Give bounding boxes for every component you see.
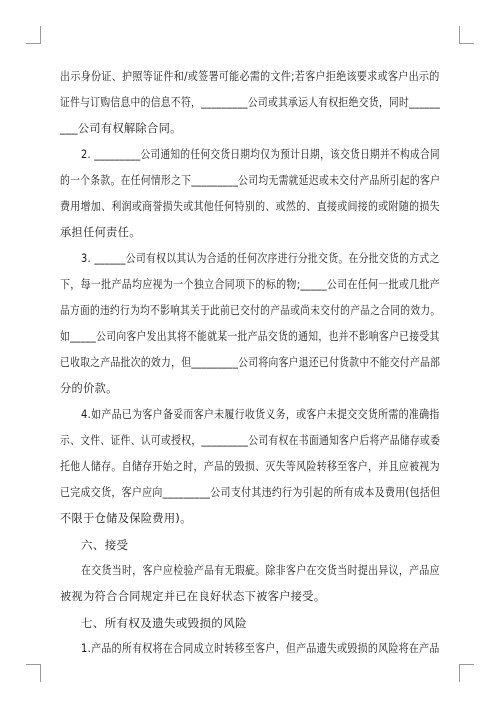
text-line: 费用增加、利润或商誉损失或其他任何特别的、或然的、直接或间接的或附随的损失 — [60, 200, 440, 213]
text-line: 3. ______公司有权以其认为合适的任何次序进行分批交货。在分批交货的方式之 — [81, 252, 440, 265]
text-line: 证件与订购信息中的信息不符，_________公司或其承运人有权拒绝交货，同时______ — [60, 96, 441, 109]
text-line: 4.如产品已为客户备妥而客户未履行收货义务，或客户未提交交货所需的准确指 — [81, 408, 440, 421]
text-line: 的一个条款。在任何情形之下_________公司均无需就延迟或未交付产品所引起的客户 — [60, 174, 441, 187]
section-heading-ownership-risk: 七、所有权及遗失或毁损的风险 — [81, 616, 247, 630]
text-line: 被视为符合合同规定并已在良好状态下被客户接受。 — [60, 590, 326, 603]
text-line: 示、文件、证件、认可或授权，_________公司有权在书面通知客户后将产品储存或委 — [60, 434, 441, 447]
text-line: 托他人储存。自储存开始之时，产品的毁损、灭失等风险转移至客户，并且应被视为 — [60, 460, 440, 473]
text-line: ___公司有权解除合同。 — [60, 122, 182, 135]
text-line: 不限于仓储及保险费用)。 — [60, 512, 192, 525]
text-line: 出示身份证、护照等证件和/或签署可能必需的文件;若客户拒绝该要求或客户出示的 — [60, 70, 440, 83]
text-line: 2. _________公司通知的任何交货日期均仅为预计日期，该交货日期并不构成合同 — [81, 148, 440, 161]
text-line: 已收取之产品批次的效力，但_________公司将向客户退还已付货款中不能交付产品部 — [60, 356, 441, 369]
text-line: 如_____公司向客户发出其将不能就某一批产品交货的通知，也并不影响客户已接受其 — [60, 330, 440, 343]
text-line: 在交货当时，客户应检验产品有无瑕疵。除非客户在交货当时提出异议，产品应 — [81, 564, 440, 577]
text-line: 品方面的违约行为均不影响其关于此前已交付的产品或尚未交付的产品之合同的效力。 — [60, 304, 441, 317]
section-heading-accept: 六、接受 — [81, 538, 129, 552]
text-line: 下，每一批产品均应视为一个独立合同项下的标的物;_____公司在任何一批或几批产 — [60, 278, 441, 291]
text-line: 承担任何责任。 — [60, 226, 141, 239]
text-line: 已完成交货，客户应向_________公司支付其违约行为引起的所有成本及费用(包括但 — [60, 486, 441, 499]
text-line: 1.产品的所有权将在合同成立时转移至客户，但产品遗失或毁损的风险将在产品 — [81, 642, 440, 655]
text-line: 分的价款。 — [60, 382, 118, 395]
